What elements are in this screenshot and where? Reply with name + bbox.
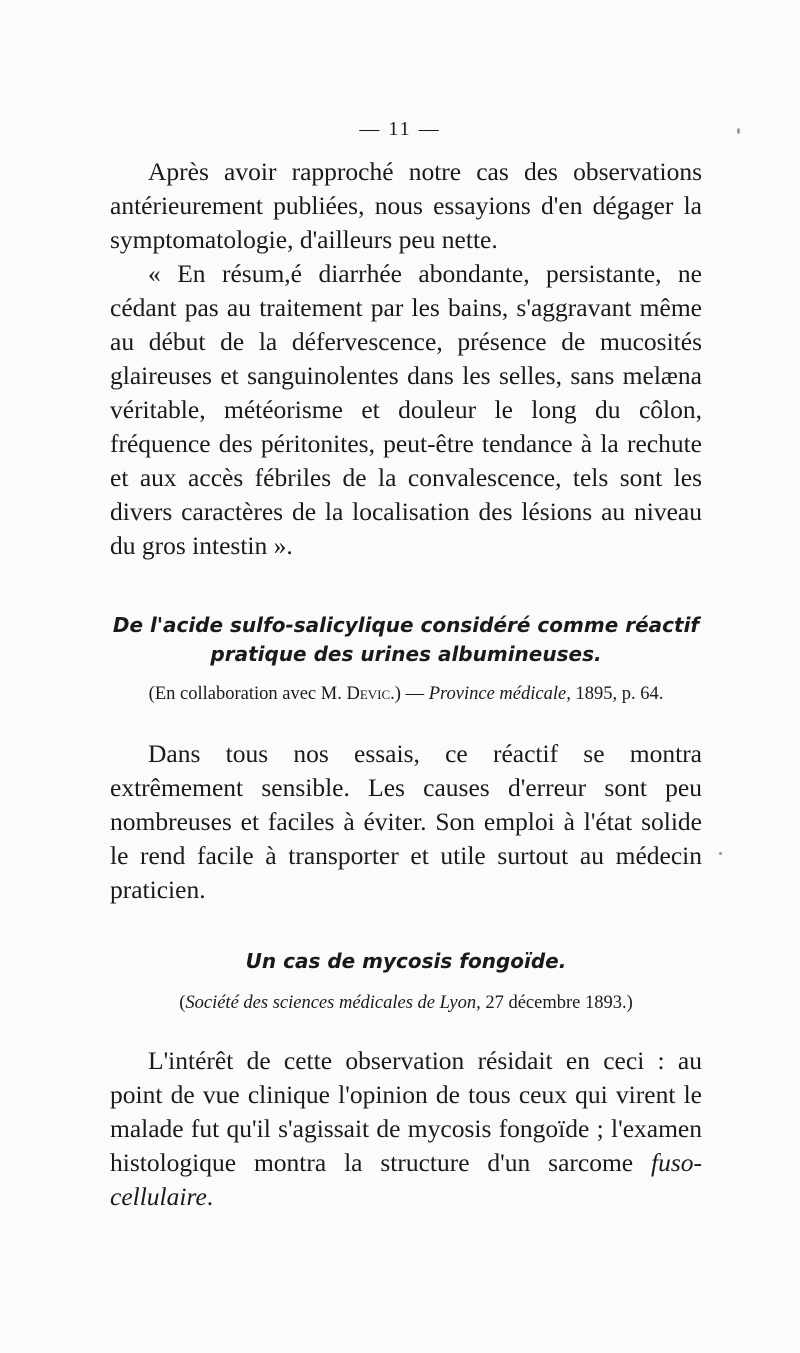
scan-speck [737, 128, 740, 134]
society-name: Société des sciences médicales de Lyon, [185, 993, 481, 1013]
citation-year-page: 1895, p. 64. [575, 684, 664, 704]
section-title-mycosis-fongoide: Un cas de mycosis fongoïde. [245, 949, 567, 973]
section-title-line: De l'acide sulfo-salicylique considéré comme réactif [112, 613, 700, 637]
paragraph-reactif-results: Dans tous nos essais, ce réactif se montra extrêmement sensible. Les causes d'erreur sont peu nombreuses et faciles à éviter. Son emploi à l'état solide le rend facile à transporter et utile surtout au médecin praticien. [110, 739, 702, 904]
paragraph-end: . [206, 1182, 214, 1211]
citation-date: 27 décembre 1893. [485, 993, 627, 1013]
paragraph-text: L'intérêt de cette observation résidait en ceci : au point de vue clinique l'opinion de tous ceux qui virent le malade fut qu'il s'agissait de mycosis fongoïde ; l'examen histologique montra la structure d'un sarcome [110, 1046, 702, 1177]
paragraph-symptomatology-intro: Après avoir rapproché notre cas des observations antérieurement publiées, nous essayions d'en dégager la symptomatologie, d'ailleurs peu nette. [110, 157, 702, 254]
page-content [110, 155, 702, 1214]
scan-speck [719, 852, 722, 855]
citation-prefix: (En collaboration avec M. [148, 684, 342, 704]
citation-open-paren: ( [179, 993, 186, 1013]
section-source-citation [110, 990, 702, 1016]
section-title-line: pratique des urines albumineuses. [210, 642, 602, 666]
citation-separator: .) — [390, 684, 425, 704]
citation-close-paren: ) [626, 993, 633, 1013]
italic-term: fuso-cellulaire [110, 1148, 703, 1211]
section-title-acide-sulfo-salicylique [110, 611, 702, 669]
paragraph-mycosis-observation [110, 1044, 702, 1214]
page-number: — 11 — [359, 118, 441, 140]
journal-name: Province médicale, [428, 684, 571, 704]
paragraph-summary-quote: « En résum,é diarrhée abondante, persistante, ne cédant pas au traitement par les bains, s'aggravant même au début de la défervescence, présence de mucosités glaireuses et sanguinolentes dans les selles, sans melæna véritable, météorisme et douleur le long du côlon, fréquence des péritonites, peut-être tendance à la rechute et aux accès fébriles de la convalescence, tels sont les divers caractères de la localisation des lésions au niveau du gros intestin ». [110, 259, 702, 560]
section-source-citation [110, 681, 702, 707]
author-name: Devic [346, 684, 391, 704]
